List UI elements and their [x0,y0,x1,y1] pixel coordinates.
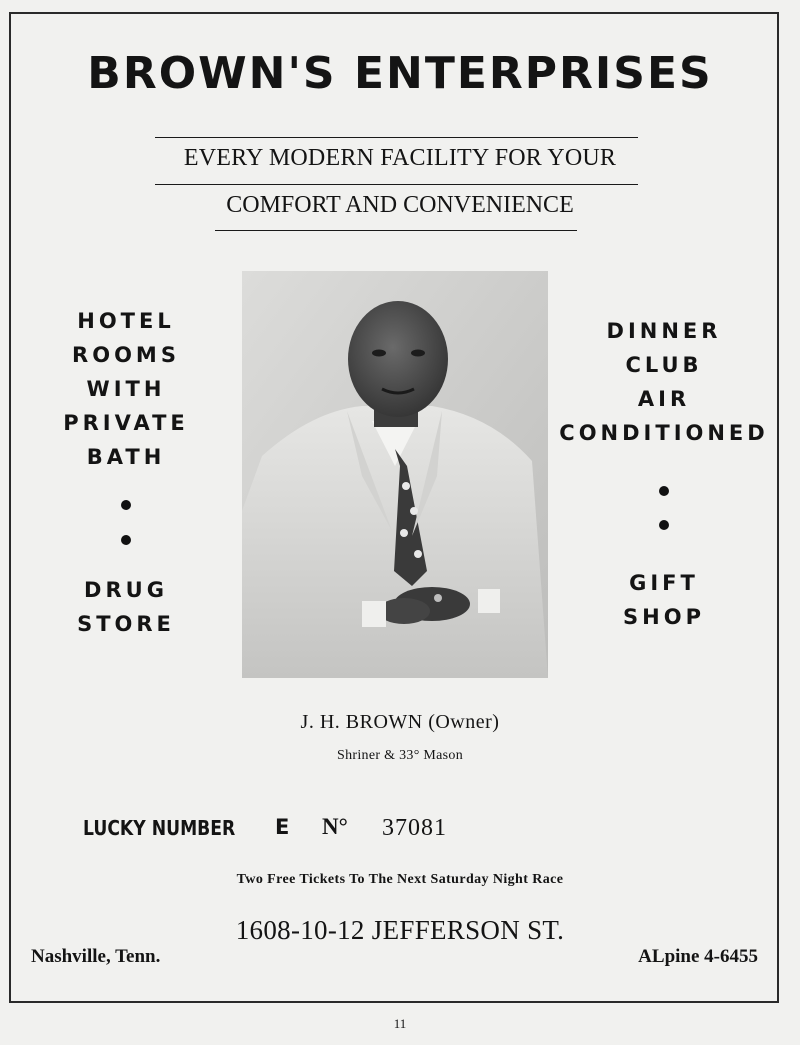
service-line: WITH [86,377,166,401]
right-services-top [554,314,774,450]
portrait-illustration [242,271,548,678]
tagline-middle-rule [155,184,638,185]
phone-number: ALpine 4-6455 [638,946,758,967]
tickets-note: Two Free Tickets To The Next Saturday Night Race [236,872,564,887]
ad-title: BROWN'S ENTERPRISES [87,48,713,99]
city: Nashville, Tenn. [31,946,161,967]
service-line: CONDITIONED [559,421,769,445]
tagline-line-1: EVERY MODERN FACILITY FOR YOUR [183,145,617,171]
number-sign: N° [322,814,348,839]
owner-name: J. H. BROWN (Owner) [300,711,500,733]
tagline-top-rule [155,137,638,138]
service-line: ROOMS [72,343,180,367]
lucky-number-value: 37081 [382,815,447,841]
service-line: BATH [86,445,166,469]
service-line: CLUB [625,353,703,377]
bullet-dot [121,535,131,545]
owner-affiliation: Shriner & 33° Mason [336,748,463,763]
lucky-number-letter: E [275,815,290,839]
bullet-dot [659,486,669,496]
service-line: STORE [77,612,175,636]
left-services-bottom [16,573,236,641]
bullet-dot [659,520,669,530]
service-line: HOTEL [77,309,175,333]
bullet-dot [121,500,131,510]
service-line: GIFT [629,571,699,595]
service-line: DRUG [84,578,168,602]
owner-portrait-photo [242,271,548,678]
right-services-bottom [554,566,774,634]
service-line: AIR [637,387,691,411]
service-line: PRIVATE [63,411,189,435]
tagline-line-2: COMFORT AND CONVENIENCE [226,192,574,218]
lucky-number-label: LUCKY NUMBER [83,816,236,840]
service-line: SHOP [623,605,705,629]
street-address: 1608-10-12 JEFFERSON ST. [235,915,565,945]
tagline-bottom-rule [215,230,577,231]
left-services-top [16,304,236,474]
service-line: DINNER [606,319,722,343]
page-number: 11 [393,1016,407,1031]
